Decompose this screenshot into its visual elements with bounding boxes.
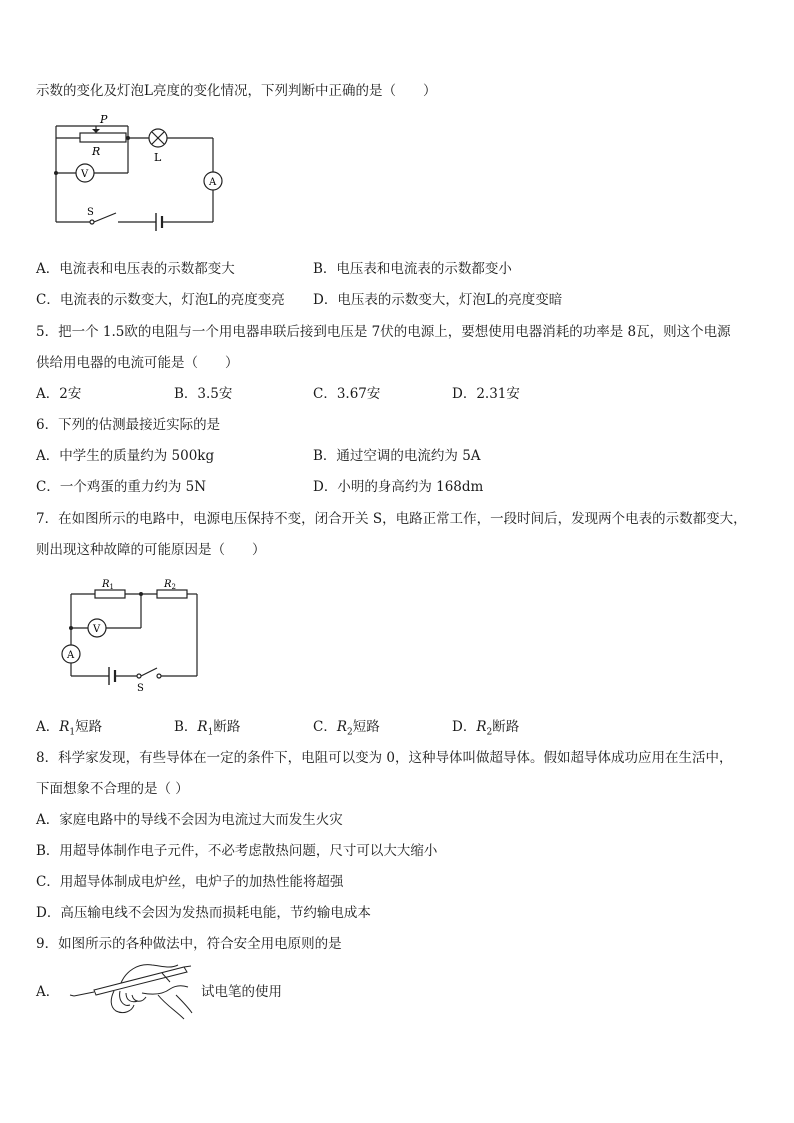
label-v2: V [93, 624, 101, 635]
label-a2: A [67, 650, 75, 661]
q8-option-b[interactable]: B．用超导体制作电子元件，不必考虑散热问题，尺寸可以大大缩小 [36, 843, 438, 859]
q6-option-d[interactable]: D．小明的身高约为 168dm [313, 479, 484, 495]
label-s: S [87, 207, 94, 218]
q7-option-d-var: R [476, 719, 487, 735]
q9-stem: 9．如图所示的各种做法中，符合安全用电原则的是 [36, 936, 342, 952]
resistor-r2 [157, 590, 187, 598]
test-pen-hand-illustration [66, 955, 196, 1025]
q8-stem-line2: 下面想象不合理的是（ ） [36, 781, 189, 797]
label-r2-sub: 2 [171, 583, 176, 591]
label-r2: R [164, 579, 172, 590]
q7-option-d-sub: 2 [486, 727, 493, 738]
q7-option-a-var: R [59, 719, 70, 735]
switch-s [94, 213, 116, 222]
q7-option-a-sub: 1 [69, 727, 76, 738]
label-r1-sub: 1 [109, 583, 114, 591]
q7-option-a[interactable] [36, 718, 102, 742]
q7-option-b-sub: 1 [207, 727, 214, 738]
q9-option-a-label[interactable]: A． [36, 984, 60, 1000]
q5-option-d[interactable]: D．2.31安 [452, 386, 520, 402]
q6-stem: 6．下列的估测最接近实际的是 [36, 417, 221, 433]
q7-option-b-prefix: B． [174, 719, 198, 735]
q4-stem: 示数的变化及灯泡L亮度的变化情况，下列判断中正确的是（ ） [36, 83, 437, 99]
q7-option-b-var: R [197, 719, 208, 735]
label-s2: S [137, 683, 144, 694]
label-l: L [154, 151, 162, 164]
q8-stem-line1: 8．科学家发现，有些导体在一定的条件下，电阻可以变为 0，这种导体叫做超导体。假如超导体成功应用在生活中， [36, 750, 733, 766]
q4-option-a[interactable]: A．电流表和电压表的示数都变大 [36, 261, 235, 277]
q5-option-b[interactable]: B．3.5安 [174, 386, 233, 402]
q5-stem-line1: 5．把一个 1.5欧的电阻与一个用电器串联后接到电压是 7伏的电源上，要想使用电器消耗的功率是 8瓦，则这个电源 [36, 324, 731, 340]
q8-option-a[interactable]: A．家庭电路中的导线不会因为电流过大而发生火灾 [36, 812, 343, 828]
q4-option-b[interactable]: B．电压表和电流表的示数都变小 [313, 261, 512, 277]
label-p: P [100, 113, 108, 126]
switch-s2 [141, 668, 157, 676]
label-v: V [81, 169, 89, 180]
q7-option-c-sub: 2 [347, 727, 353, 738]
q7-stem-line1: 7．在如图所示的电路中，电源电压保持不变，闭合开关 S，电路正常工作，一段时间后，发现两个电表的示数都变大， [36, 511, 747, 527]
rheostat-r [80, 133, 126, 142]
q7-stem-line2: 则出现这种故障的可能原因是（ ） [36, 542, 266, 558]
svg-text:R2 [163, 579, 176, 591]
circuit-figure-1 [40, 112, 240, 244]
q7-option-b-suffix: 断路 [213, 719, 241, 735]
q5-option-a[interactable]: A．2安 [36, 386, 82, 402]
q7-option-c[interactable] [313, 718, 380, 742]
circuit-figure-2 [55, 576, 215, 696]
label-r: R [92, 145, 101, 158]
q7-option-c-prefix: C． [313, 719, 337, 735]
label-r1: R [102, 579, 110, 590]
q9-option-a-caption: 试电笔的使用 [201, 984, 282, 1000]
q4-option-c[interactable]: C．电流表的示数变大，灯泡L的亮度变亮 [36, 292, 285, 308]
q5-stem-line2: 供给用电器的电流可能是（ ） [36, 355, 239, 371]
q6-option-a[interactable]: A．中学生的质量约为 500kg [36, 448, 215, 464]
q7-option-c-var: R [336, 719, 348, 735]
q4-option-d[interactable]: D．电压表的示数变大，灯泡L的亮度变暗 [313, 292, 563, 308]
q8-option-d[interactable]: D．高压输电线不会因为发热而损耗电能，节约输电成本 [36, 905, 371, 921]
resistor-r1 [95, 590, 125, 598]
q7-option-b[interactable] [174, 718, 240, 742]
q6-option-c[interactable]: C．一个鸡蛋的重力约为 5N [36, 479, 207, 495]
label-a: A [209, 177, 217, 188]
q8-option-c[interactable]: C．用超导体制成电炉丝，电炉子的加热性能将超强 [36, 874, 344, 890]
q7-option-a-suffix: 短路 [75, 719, 103, 735]
q7-option-a-prefix: A． [36, 719, 60, 735]
q7-option-d[interactable] [452, 718, 519, 742]
q7-option-c-suffix: 短路 [352, 719, 380, 735]
q5-option-c[interactable]: C．3.67安 [313, 386, 381, 402]
q6-option-b[interactable]: B．通过空调的电流约为 5A [313, 448, 481, 464]
q7-option-d-suffix: 断路 [492, 719, 520, 735]
svg-text:R1 [101, 579, 114, 591]
q7-option-d-prefix: D． [452, 719, 477, 735]
